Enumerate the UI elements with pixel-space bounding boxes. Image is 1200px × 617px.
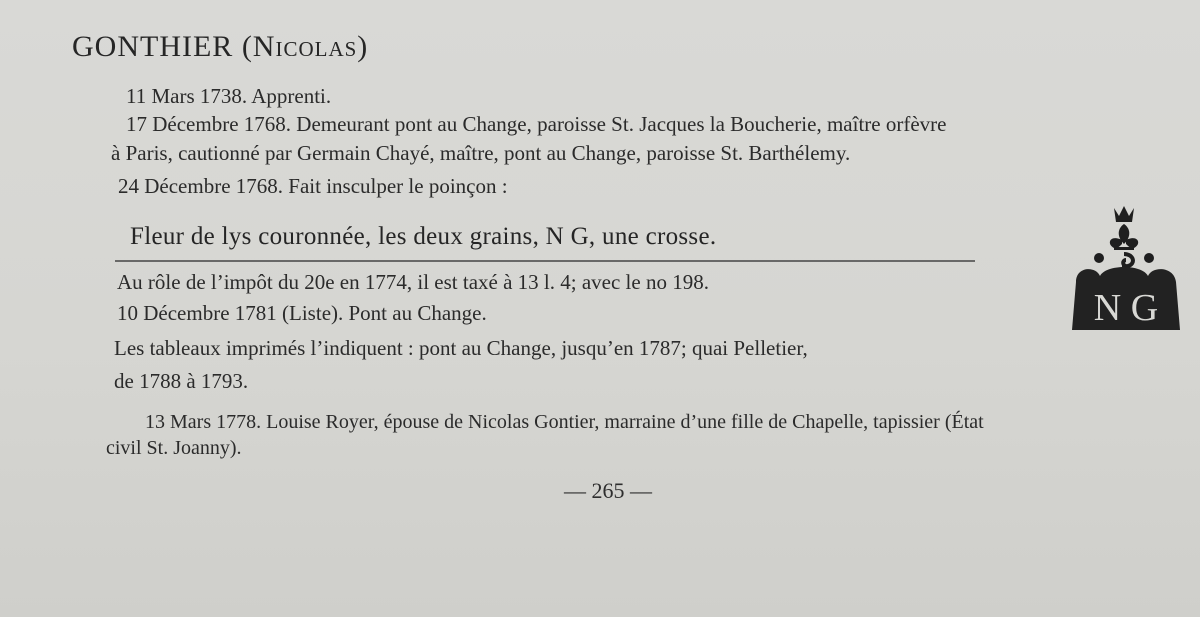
- mark-letters: N G: [1093, 287, 1159, 329]
- note-line: civil St. Joanny).: [106, 437, 242, 459]
- note-line: Au rôle de l’impôt du 20e en 1774, il est taxé à 13 l. 4; avec le no 198.: [117, 270, 709, 294]
- page-number: — 265 —: [564, 478, 652, 503]
- fleur-de-lys-crown-mark-icon: [1062, 200, 1192, 340]
- entry-line: 17 Décembre 1768. Demeurant pont au Change, paroisse St. Jacques la Boucherie, maître orfèvre: [126, 112, 947, 136]
- surname: GONTHIER: [72, 30, 234, 63]
- entry-line: 24 Décembre 1768. Fait insculper le poinçon :: [118, 174, 508, 198]
- note-line: 10 Décembre 1781 (Liste). Pont au Change.: [117, 301, 487, 325]
- note-line: Les tableaux imprimés l’indiquent : pont au Change, jusqu’en 1787; quai Pelletier,: [114, 336, 808, 360]
- note-line: 13 Mars 1778. Louise Royer, épouse de Nicolas Gontier, marraine d’une fille de Chapelle, tapissier (État: [145, 411, 984, 433]
- entry-line: 11 Mars 1738. Apprenti.: [126, 84, 332, 108]
- divider-rule: [115, 260, 975, 262]
- given-name: (Nicolas): [241, 30, 369, 63]
- entry-line: à Paris, cautionné par Germain Chayé, maître, pont au Change, paroisse St. Barthélemy.: [111, 141, 851, 165]
- entry-heading: [72, 30, 368, 64]
- note-line: de 1788 à 1793.: [114, 369, 249, 393]
- poincon-description: Fleur de lys couronnée, les deux grains, N G, une crosse.: [130, 223, 717, 250]
